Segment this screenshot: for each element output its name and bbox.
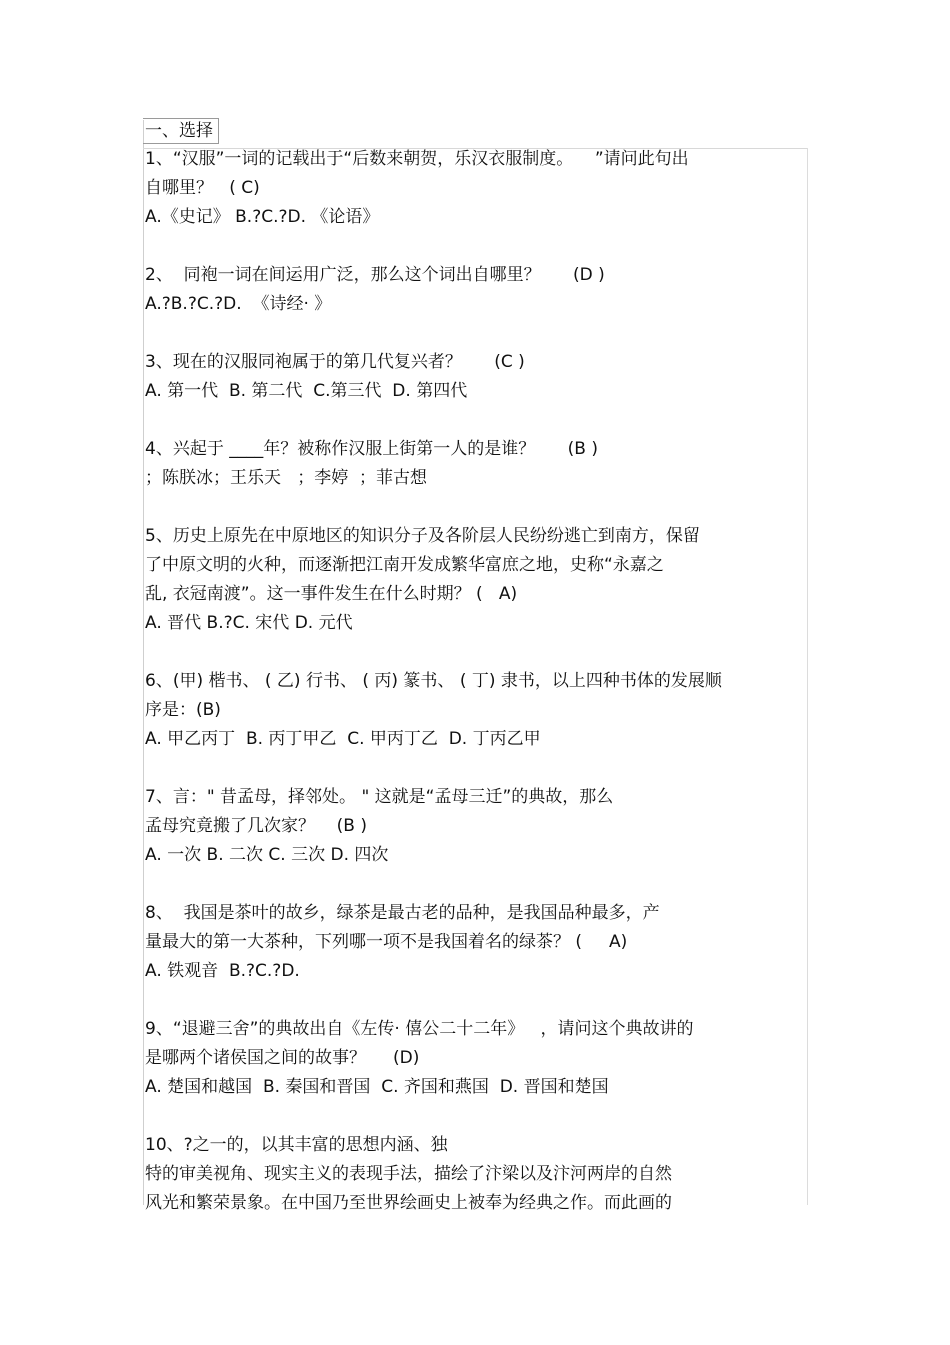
question-text-line: 特的审美视角、现实主义的表现手法，描绘了汴梁以及汴河两岸的自然 [145, 1164, 672, 1184]
question-block [145, 522, 805, 638]
question-block [145, 899, 805, 986]
blank-line [145, 493, 805, 522]
question-text-line: 风光和繁荣景象。在中国乃至世界绘画史上被奉为经典之作。而此画的 [145, 1193, 672, 1213]
answer-options: A. 铁观音 B.?C.?D. [145, 961, 300, 981]
question-text-line: 9、“退避三舍”的典故出自《左传· 僖公二十二年》 ，请问这个典故讲的 [145, 1019, 694, 1039]
question-block [145, 261, 805, 319]
question-block [145, 1131, 805, 1218]
question-block [145, 667, 805, 754]
question-block [145, 783, 805, 870]
question-text-line: 量最大的第一大茶种，下列哪一项不是我国着名的绿茶？ ( A) [145, 932, 628, 952]
section-heading: 一、选择 [143, 118, 219, 144]
answer-options: A. 晋代 B.?C. 宋代 D. 元代 [145, 613, 353, 633]
answer-options: A. 楚国和越国 B. 秦国和晋国 C. 齐国和燕国 D. 晋国和楚国 [145, 1077, 609, 1097]
question-block [145, 435, 805, 493]
blank-line [145, 754, 805, 783]
answer-options: A. 第一代 B. 第二代 C.第三代 D. 第四代 [145, 381, 468, 401]
question-text-line: 7、言：" 昔孟母，择邻处。 " 这就是“孟母三迁”的典故，那么 [145, 787, 614, 807]
blank-line [145, 638, 805, 667]
question-text-line: 孟母究竟搬了几次家？ (B ) [145, 816, 367, 836]
question-text-line: 4、兴起于 ____年？被称作汉服上街第一人的是谁？ (B ) [145, 439, 598, 459]
question-block [145, 1015, 805, 1102]
question-block [145, 348, 805, 406]
answer-options: A.《史记》 B.?C.?D. 《论语》 [145, 207, 380, 227]
question-text-line: 序是：(B) [145, 700, 221, 720]
question-text-line: 自哪里？ ( C) [145, 178, 260, 198]
question-text-line: 6、(甲) 楷书、 ( 乙) 行书、 ( 丙) 篆书、 ( 丁) 隶书，以上四种书体的发展顺 [145, 671, 722, 691]
blank-line [145, 319, 805, 348]
blank-line [145, 870, 805, 899]
blank-line [145, 406, 805, 435]
answer-options: A. 甲乙丙丁 B. 丙丁甲乙 C. 甲丙丁乙 D. 丁丙乙甲 [145, 729, 541, 749]
table-border-right [807, 148, 808, 1205]
question-text-line: 了中原文明的火种，而逐渐把江南开发成繁华富庶之地，史称“永嘉之 [145, 555, 664, 575]
question-block [145, 145, 805, 232]
question-text-line: 是哪两个诸侯国之间的故事？ (D) [145, 1048, 420, 1068]
question-text-line: 1、“汉服”一词的记载出于“后数来朝贺，乐汉衣服制度。 ”请问此句出 [145, 149, 689, 169]
question-text-line: 2、 同袍一词在间运用广泛，那么这个词出自哪里？ (D ) [145, 265, 605, 285]
question-text-line: 10、?之一的，以其丰富的思想内涵、独 [145, 1135, 448, 1155]
answer-options: A. 一次 B. 二次 C. 三次 D. 四次 [145, 845, 389, 865]
blank-line [145, 232, 805, 261]
question-text-line: 3、现在的汉服同袍属于的第几代复兴者？ (C ) [145, 352, 525, 372]
blank-line [145, 1102, 805, 1131]
answer-options: ；陈朕冰；王乐天 ；李婷 ；菲古想 [145, 468, 428, 488]
question-text-line: 乱, 衣冠南渡”。这一事件发生在什么时期？ ( A) [145, 584, 518, 604]
question-text-line: 5、历史上原先在中原地区的知识分子及各阶层人民纷纷逃亡到南方，保留 [145, 526, 700, 546]
answer-options: A.?B.?C.?D. 《诗经· 》 [145, 294, 332, 314]
question-text-line: 8、 我国是茶叶的故乡，绿茶是最古老的品种，是我国品种最多，产 [145, 903, 660, 923]
table-border-left [143, 120, 144, 1205]
blank-line [145, 986, 805, 1015]
question-list [145, 145, 805, 1218]
